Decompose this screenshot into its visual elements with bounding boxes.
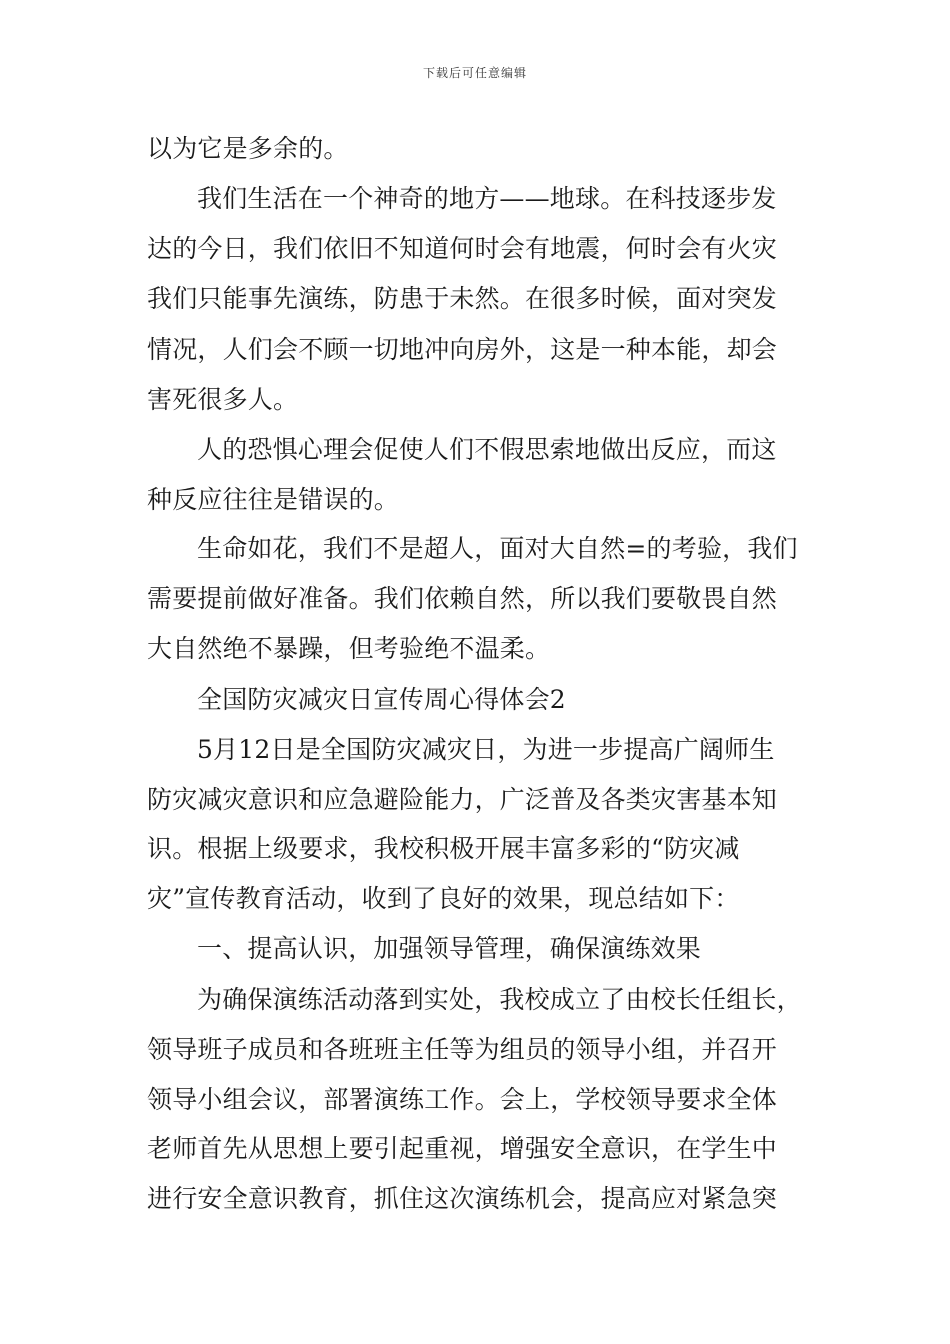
text-line: 领导小组会议，部署演练工作。会上，学校领导要求全体: [147, 1085, 778, 1114]
text-line: 害死很多人。: [147, 385, 299, 414]
text-line: 以为它是多余的。: [147, 134, 349, 163]
text-line: 我们生活在一个神奇的地方——地球。在科技逐步发: [197, 184, 777, 213]
text-line: 进行安全意识教育，抓住这次演练机会，提高应对紧急突: [147, 1184, 778, 1213]
subsection-heading: 一、提高认识，加强领导管理，确保演练效果: [197, 934, 702, 963]
text-line: 人的恐惧心理会促使人们不假思索地做出反应，而这: [197, 435, 777, 464]
page-header: 下载后可任意编辑: [422, 66, 527, 80]
text-line: 识。根据上级要求，我校积极开展丰富多彩的“防灾减: [147, 834, 740, 863]
text-line: 种反应往往是错误的。: [147, 485, 400, 514]
text-line: 为确保演练活动落到实处，我校成立了由校长任组长，: [197, 985, 802, 1014]
text-line: 需要提前做好准备。我们依赖自然，所以我们要敬畏自然: [147, 584, 778, 613]
text-line: 达的今日，我们依旧不知道何时会有地震，何时会有火灾: [147, 234, 778, 263]
text-line: 灾”宣传教育活动，收到了良好的效果，现总结如下：: [147, 884, 740, 913]
text-line: 领导班子成员和各班班主任等为组员的领导小组，并召开: [147, 1035, 778, 1064]
text-line: 情况，人们会不顾一切地冲向房外，这是一种本能，却会: [147, 335, 778, 364]
text-line: 大自然绝不暴躁，但考验绝不温柔。: [147, 634, 551, 663]
text-line: 防灾减灾意识和应急避险能力，广泛普及各类灾害基本知: [147, 785, 778, 814]
text-line: 老师首先从思想上要引起重视，增强安全意识，在学生中: [147, 1134, 778, 1163]
section-heading: 全国防灾减灾日宣传周心得体会2: [197, 685, 566, 714]
text-line: 5月12日是全国防灾减灾日，为进一步提高广阔师生: [197, 735, 775, 764]
text-line: 我们只能事先演练，防患于未然。在很多时候，面对突发: [147, 284, 778, 313]
text-line: 生命如花，我们不是超人，面对大自然=的考验，我们: [197, 534, 798, 563]
